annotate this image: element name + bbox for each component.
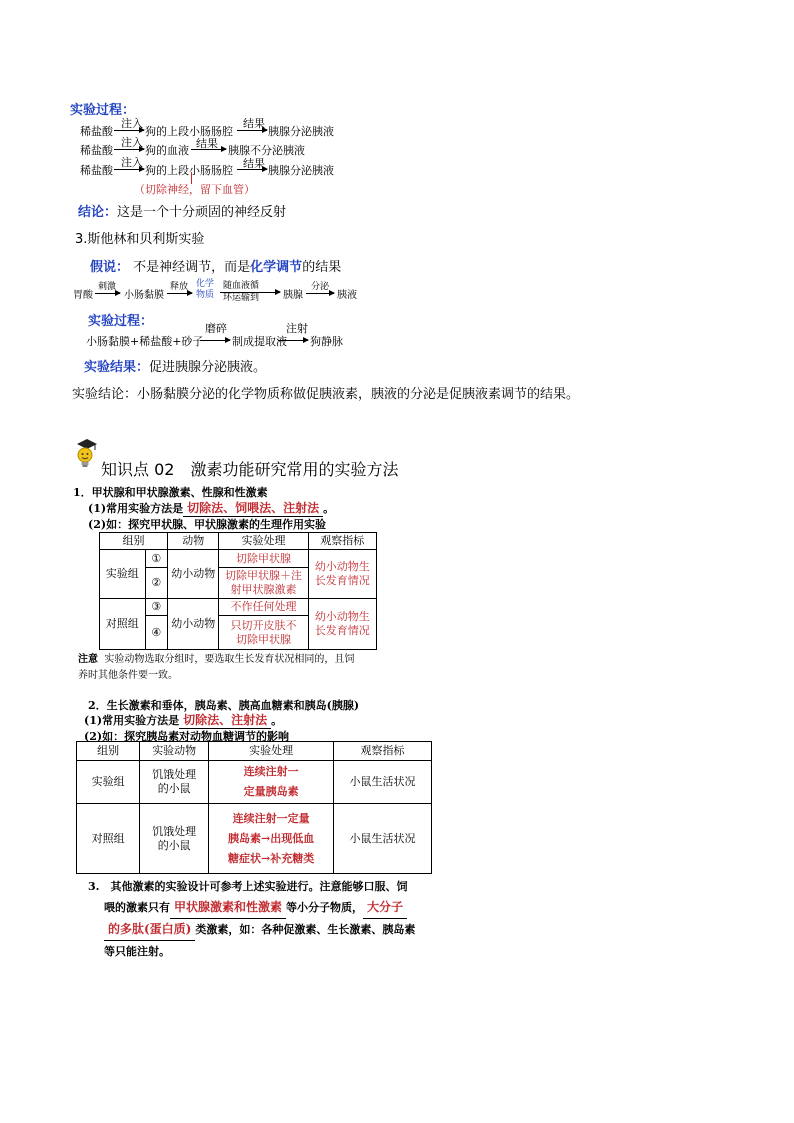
- t2-animal-1: [140, 761, 209, 804]
- t1-h-animal: 动物: [168, 533, 219, 550]
- exp3-hypothesis: [90, 256, 341, 275]
- t2-animal-2a: 饥饿处理: [152, 824, 197, 838]
- flow-blood2: 环运输到: [223, 293, 260, 303]
- flow-chem2: 物质: [196, 290, 215, 300]
- exp1-row2-a: 稀盐酸: [80, 144, 113, 157]
- t1-obs-2: [308, 599, 376, 650]
- t1-ctrl-group: 对照组: [100, 599, 146, 650]
- exp3-heading: 3.斯他林和贝利斯实验: [75, 232, 205, 247]
- exp3-proc-inject: 注射: [286, 322, 308, 335]
- kp-s3: [88, 876, 415, 962]
- table-row: [77, 804, 432, 874]
- kp-note-a: 实验动物选取分组时，要选取生长发育状况相同的，且饲: [104, 654, 355, 665]
- exp1-row1-b: 狗的上段小肠肠腔: [145, 125, 233, 138]
- exp1-row2-inject: 注入: [121, 136, 143, 149]
- t2-p1b: 定量胰岛素: [243, 785, 299, 798]
- exp1-row1-a: 稀盐酸: [80, 125, 113, 138]
- exp1-row3-arrow1: [114, 169, 144, 170]
- t1-h-group: 组别: [100, 533, 168, 550]
- t2-ctrl-group: 对照组: [77, 804, 140, 874]
- t1-obs-1: [308, 550, 376, 599]
- flow-secrete: 分泌: [311, 282, 330, 292]
- exp1-row2-arrow1: [114, 149, 144, 150]
- t1-p2b: 射甲状腺激素: [230, 583, 297, 596]
- t2-p1a: 连续注射一: [243, 765, 299, 778]
- table-header-row: [100, 533, 377, 550]
- table-row: [100, 599, 377, 616]
- t2-obs-2: 小鼠生活状况: [334, 804, 432, 874]
- exp1-conclusion-text: 这是一个十分顽固的神经反射: [117, 205, 287, 220]
- t1-h-observation: 观察指标: [308, 533, 376, 550]
- exp1-row1-arrow1: [114, 130, 144, 131]
- t1-p4a: 只切开皮肤不: [230, 618, 297, 632]
- kp-s2-1: [84, 711, 282, 729]
- exp3-result-label: 实验结果：: [84, 360, 150, 375]
- exp1-row3-arrow2: [237, 169, 267, 170]
- kp-s3-answer-2: 大分子: [363, 897, 407, 919]
- t1-p3: 不作任何处理: [219, 599, 308, 616]
- kp-title: 知识点 02 激素功能研究常用的实验方法: [101, 460, 399, 479]
- kp-s2-2: (2)如：探究胰岛素对动物血糖调节的影响: [84, 730, 290, 743]
- flow-arrow-4: [306, 293, 334, 294]
- exp1-row1-result: 结果: [243, 117, 265, 130]
- t1-obs-1b: 长发育情况: [314, 574, 370, 587]
- kp-s2: 2．生长激素和垂体，胰岛素、胰高血糖素和胰岛(胰腺): [88, 699, 360, 712]
- kp-s1-1-answer: 切除法、饲喂法、注射法: [183, 499, 323, 517]
- t2-h-animal: 实验动物: [140, 742, 209, 761]
- t2-animal-1a: 饥饿处理: [152, 768, 197, 781]
- exp3-proc-c: 狗静脉: [310, 335, 343, 348]
- t2-animal-2b: 的小鼠: [157, 838, 191, 852]
- exp3-proc-b: 制成提取液: [232, 335, 287, 348]
- kp-s1-1-a: (1)常用实验方法是: [88, 502, 184, 515]
- t1-p1: 切除甲状腺: [219, 550, 308, 568]
- exp1-row3-a: 稀盐酸: [80, 164, 113, 177]
- kp-s3-a: 3. 其他激素的实验设计可参考上述实验进行。注意能够口服、饲: [88, 880, 408, 893]
- t2-obs-1: 小鼠生活状况: [334, 761, 432, 804]
- flow-chem1: 化学: [196, 279, 215, 289]
- flow-d: 胰液: [337, 290, 357, 301]
- kp-s3-b1: 喂的激素只有: [104, 901, 170, 914]
- kp-note-b: 养时其他条件要一致。: [78, 670, 178, 681]
- t1-obs-2b: 长发育情况: [314, 624, 370, 637]
- exp1-note: （切除神经，留下血管）: [134, 183, 255, 196]
- insulin-table: [76, 741, 432, 874]
- kp-s3-c: [88, 919, 415, 941]
- exp3-hypo-a: 不是神经调节，而是: [133, 260, 251, 275]
- t2-p1: [209, 761, 334, 804]
- kp-s3-b3: 等小分子物质，: [286, 901, 364, 914]
- t2-exp-group: 实验组: [77, 761, 140, 804]
- exp1-row2-arrow2: [191, 149, 226, 150]
- exp3-conclusion: 实验结论：小肠黏膜分泌的化学物质称做促胰液素，胰液的分泌是促胰液素调节的结果。: [72, 387, 580, 402]
- kp-note: [78, 652, 354, 684]
- t2-p2c: 糖症状→补充糖类: [228, 851, 315, 865]
- exp1-row2-c: 胰腺不分泌胰液: [228, 144, 305, 157]
- exp3-result-text: 促进胰腺分泌胰液。: [149, 360, 267, 375]
- kp-s1: 1．甲状腺和甲状腺激素、性腺和性激素: [73, 486, 268, 499]
- exp3-proc-a: 小肠黏膜+稀盐酸+砂子: [86, 335, 204, 348]
- kp-s1-1-c: 。: [323, 502, 335, 515]
- t1-obs-2a: 幼小动物生: [314, 610, 370, 623]
- table-row: [77, 761, 432, 804]
- t1-h-treatment: 实验处理: [219, 533, 308, 550]
- exp3-proc-grind: 磨碎: [205, 322, 227, 335]
- kp-s3-c2: 类激素，如：各种促激素、生长激素、胰岛素: [195, 923, 416, 936]
- exp1-conclusion-label: 结论：: [78, 205, 118, 220]
- kp-s2-1-answer: 切除法、注射法: [179, 711, 271, 729]
- exp1-row2-b: 狗的血液: [145, 144, 189, 157]
- kp-s1-1: [88, 499, 334, 517]
- exp3-proc-label: 实验过程：: [88, 314, 154, 329]
- t2-h-observation: 观察指标: [334, 742, 432, 761]
- exp3-hypo-c: 的结果: [302, 260, 342, 275]
- exp1-row3-result: 结果: [243, 157, 265, 170]
- thyroid-table: [99, 532, 377, 650]
- kp-s3-d: 等只能注射。: [104, 945, 170, 958]
- t2-p2: [209, 804, 334, 874]
- t1-p4b: 切除甲状腺: [235, 632, 291, 646]
- t2-animal-2: [140, 804, 209, 874]
- flow-a: 胃酸: [73, 290, 93, 301]
- t1-p4: [219, 616, 308, 650]
- t2-animal-1b: 的小鼠: [157, 782, 191, 795]
- exp1-row3-b: 狗的上段小肠肠腔: [145, 164, 233, 177]
- exp1-title: 实验过程：: [70, 103, 136, 118]
- flow-c: 胰腺: [283, 290, 303, 301]
- exp1-row3-inject: 注入: [121, 156, 143, 169]
- t1-animal-1: 幼小动物: [168, 550, 219, 599]
- exp1-row3-c: 胰腺分泌胰液: [268, 164, 334, 177]
- t2-p2a: 连续注射一定量: [232, 811, 310, 825]
- t1-n3: ③: [145, 599, 168, 616]
- flow-b: 小肠黏膜: [124, 290, 164, 301]
- t1-n1: ①: [145, 550, 168, 568]
- kp-s3-answer-1: 甲状腺激素和性激素: [170, 897, 286, 919]
- exp1-row1-arrow2: [237, 130, 267, 131]
- t1-animal-2: 幼小动物: [168, 599, 219, 650]
- flow-release: 释放: [170, 282, 189, 292]
- t2-h-group: 组别: [77, 742, 140, 761]
- kp-s1-2: (2)如：探究甲状腺、甲状腺激素的生理作用实验: [88, 518, 327, 531]
- kp-s3-b: [88, 897, 415, 919]
- table-row: [100, 550, 377, 568]
- t1-n4: ④: [145, 616, 168, 650]
- kp-s2-1-c: 。: [271, 714, 283, 727]
- exp3-hypo-b: 化学调节: [250, 260, 303, 275]
- flow-blood1: 随血液循: [223, 281, 260, 291]
- t1-obs-1a: 幼小动物生: [314, 560, 370, 573]
- flow-stim: 刺激: [98, 282, 117, 292]
- exp3-proc-arrow-1: [200, 340, 230, 341]
- t2-h-treatment: 实验处理: [209, 742, 334, 761]
- t1-p2a: 切除甲状腺＋注: [224, 569, 302, 582]
- kp-note-label: 注意: [78, 654, 98, 665]
- lightbulb-graduate-icon: [73, 438, 99, 470]
- exp1-row2-result: 结果: [196, 137, 218, 150]
- t2-p2b: 胰岛素→出现低血: [228, 831, 315, 845]
- exp1-conclusion-row: [78, 201, 286, 220]
- exp1-row1-c: 胰腺分泌胰液: [268, 125, 334, 138]
- table-header-row: [77, 742, 432, 761]
- flow-arrow-2: [167, 293, 192, 294]
- flow-arrow-3: [220, 292, 280, 293]
- flow-arrow-1: [95, 293, 120, 294]
- exp3-hypo-label: 假说：: [90, 260, 130, 275]
- exp3-result-row: [84, 356, 266, 375]
- flow-chem: [196, 279, 214, 301]
- kp-s2-1-a: (1)常用实验方法是: [84, 714, 180, 727]
- kp-s3-answer-3: 的多肽(蛋白质): [104, 919, 195, 941]
- t1-exp-group: 实验组: [100, 550, 146, 599]
- t1-n2: ②: [145, 568, 168, 599]
- exp3-proc-arrow-2: [278, 340, 308, 341]
- exp1-row1-inject: 注入: [121, 117, 143, 130]
- t1-p2: [219, 568, 308, 599]
